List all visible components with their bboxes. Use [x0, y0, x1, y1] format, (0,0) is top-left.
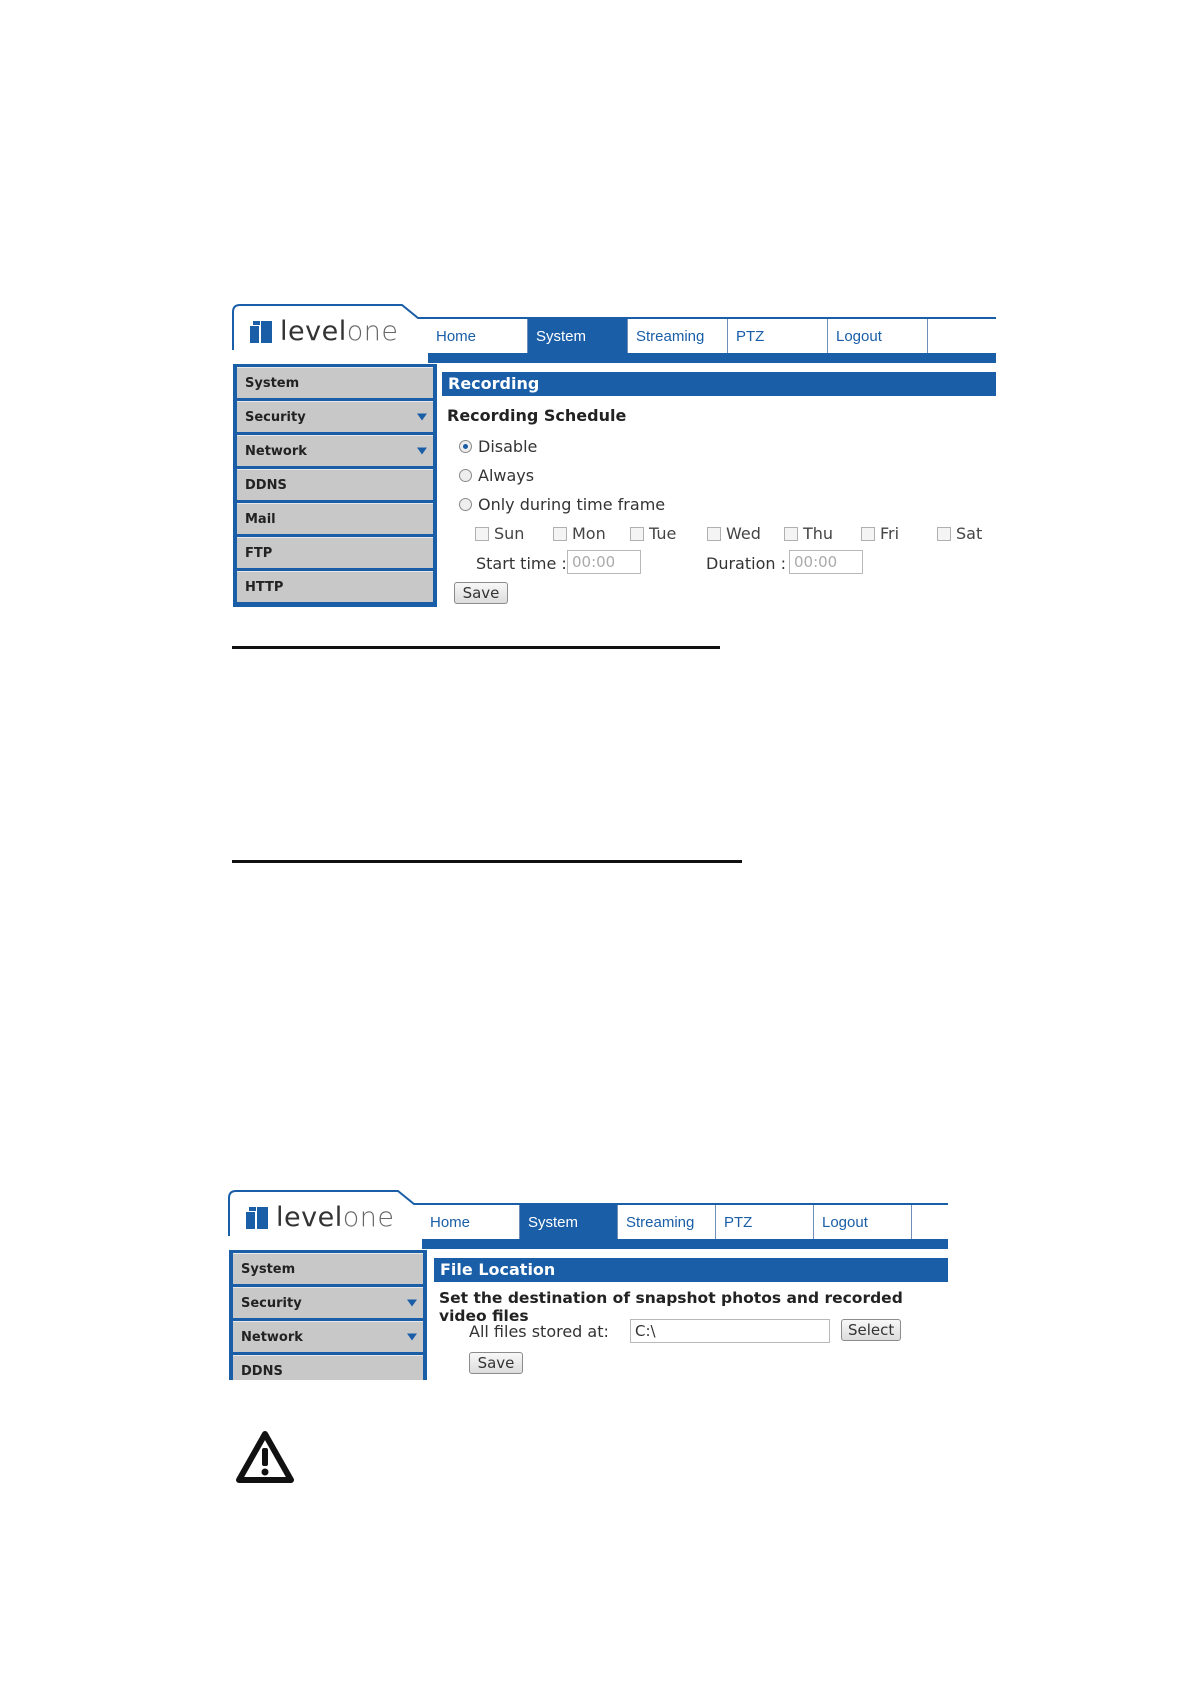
storage-path-input[interactable]: C:\	[630, 1319, 830, 1343]
section-title: Recording	[442, 372, 996, 396]
checkbox-icon[interactable]	[937, 527, 951, 541]
checkbox-icon[interactable]	[707, 527, 721, 541]
main-tabs	[428, 319, 928, 353]
levelone-logo: levelone	[246, 1202, 394, 1233]
file-location-screenshot	[226, 1188, 948, 1380]
section-title: File Location	[434, 1258, 948, 1282]
checkbox-fri[interactable]: Fri	[861, 524, 899, 543]
tab-home[interactable]: Home	[422, 1205, 520, 1239]
tab-system[interactable]: System	[520, 1205, 618, 1239]
save-button[interactable]: Save	[454, 582, 508, 604]
radio-disable[interactable]: Disable	[459, 437, 537, 456]
save-button[interactable]: Save	[469, 1352, 523, 1374]
warning-triangle-icon	[236, 1430, 294, 1484]
tab-streaming[interactable]: Streaming	[628, 319, 728, 353]
tab-streaming[interactable]: Streaming	[618, 1205, 716, 1239]
chevron-down-icon	[417, 414, 427, 421]
radio-icon[interactable]	[459, 498, 472, 511]
start-time-label: Start time :	[476, 554, 567, 573]
sidebar-item-security[interactable]: Security	[233, 1287, 423, 1318]
stored-at-label: All files stored at:	[469, 1322, 609, 1341]
subheading: Set the destination of snapshot photos and recorded video files	[439, 1289, 903, 1325]
sidebar-item-system[interactable]: System	[233, 1253, 423, 1284]
recording-screenshot	[230, 302, 996, 607]
radio-always[interactable]: Always	[459, 466, 534, 485]
checkbox-icon[interactable]	[861, 527, 875, 541]
start-time-input[interactable]: 00:00	[567, 550, 641, 574]
sidebar-item-http[interactable]: HTTP	[237, 571, 433, 602]
tab-ptz[interactable]: PTZ	[728, 319, 828, 353]
sidebar-item-system[interactable]: System	[237, 367, 433, 398]
checkbox-sun[interactable]: Sun	[475, 524, 524, 543]
tab-home[interactable]: Home	[428, 319, 528, 353]
sidebar-item-ftp[interactable]: FTP	[237, 537, 433, 568]
chevron-down-icon	[417, 448, 427, 455]
levelone-logo: levelone	[250, 316, 398, 347]
duration-label: Duration :	[706, 554, 786, 573]
sidebar-item-network[interactable]: Network	[233, 1321, 423, 1352]
checkbox-sat[interactable]: Sat	[937, 524, 982, 543]
sidebar-item-ddns[interactable]: DDNS	[237, 469, 433, 500]
radio-selected-icon[interactable]	[459, 440, 472, 453]
levelone-logo-icon	[246, 1207, 270, 1229]
radio-icon[interactable]	[459, 469, 472, 482]
heading-rule	[232, 646, 720, 649]
duration-input[interactable]: 00:00	[789, 550, 863, 574]
sidebar	[229, 1250, 427, 1380]
sidebar	[233, 364, 437, 607]
checkbox-icon[interactable]	[475, 527, 489, 541]
tab-underbar	[422, 1239, 948, 1249]
chevron-down-icon	[407, 1334, 417, 1341]
tab-underbar	[428, 353, 996, 363]
chevron-down-icon	[407, 1300, 417, 1307]
levelone-logo-icon	[250, 321, 274, 343]
sidebar-item-network[interactable]: Network	[237, 435, 433, 466]
sidebar-item-security[interactable]: Security	[237, 401, 433, 432]
checkbox-thu[interactable]: Thu	[784, 524, 833, 543]
tab-logout[interactable]: Logout	[828, 319, 928, 353]
tab-logout[interactable]: Logout	[814, 1205, 912, 1239]
checkbox-icon[interactable]	[630, 527, 644, 541]
checkbox-icon[interactable]	[784, 527, 798, 541]
checkbox-icon[interactable]	[553, 527, 567, 541]
checkbox-wed[interactable]: Wed	[707, 524, 761, 543]
subheading: Recording Schedule	[447, 406, 627, 425]
main-tabs	[422, 1205, 912, 1239]
select-button[interactable]: Select	[841, 1319, 901, 1341]
sidebar-item-mail[interactable]: Mail	[237, 503, 433, 534]
radio-time-frame[interactable]: Only during time frame	[459, 495, 665, 514]
tab-system[interactable]: System	[528, 319, 628, 353]
heading-rule	[232, 860, 742, 863]
checkbox-mon[interactable]: Mon	[553, 524, 606, 543]
checkbox-tue[interactable]: Tue	[630, 524, 676, 543]
tab-ptz[interactable]: PTZ	[716, 1205, 814, 1239]
sidebar-item-ddns[interactable]: DDNS	[233, 1355, 423, 1380]
